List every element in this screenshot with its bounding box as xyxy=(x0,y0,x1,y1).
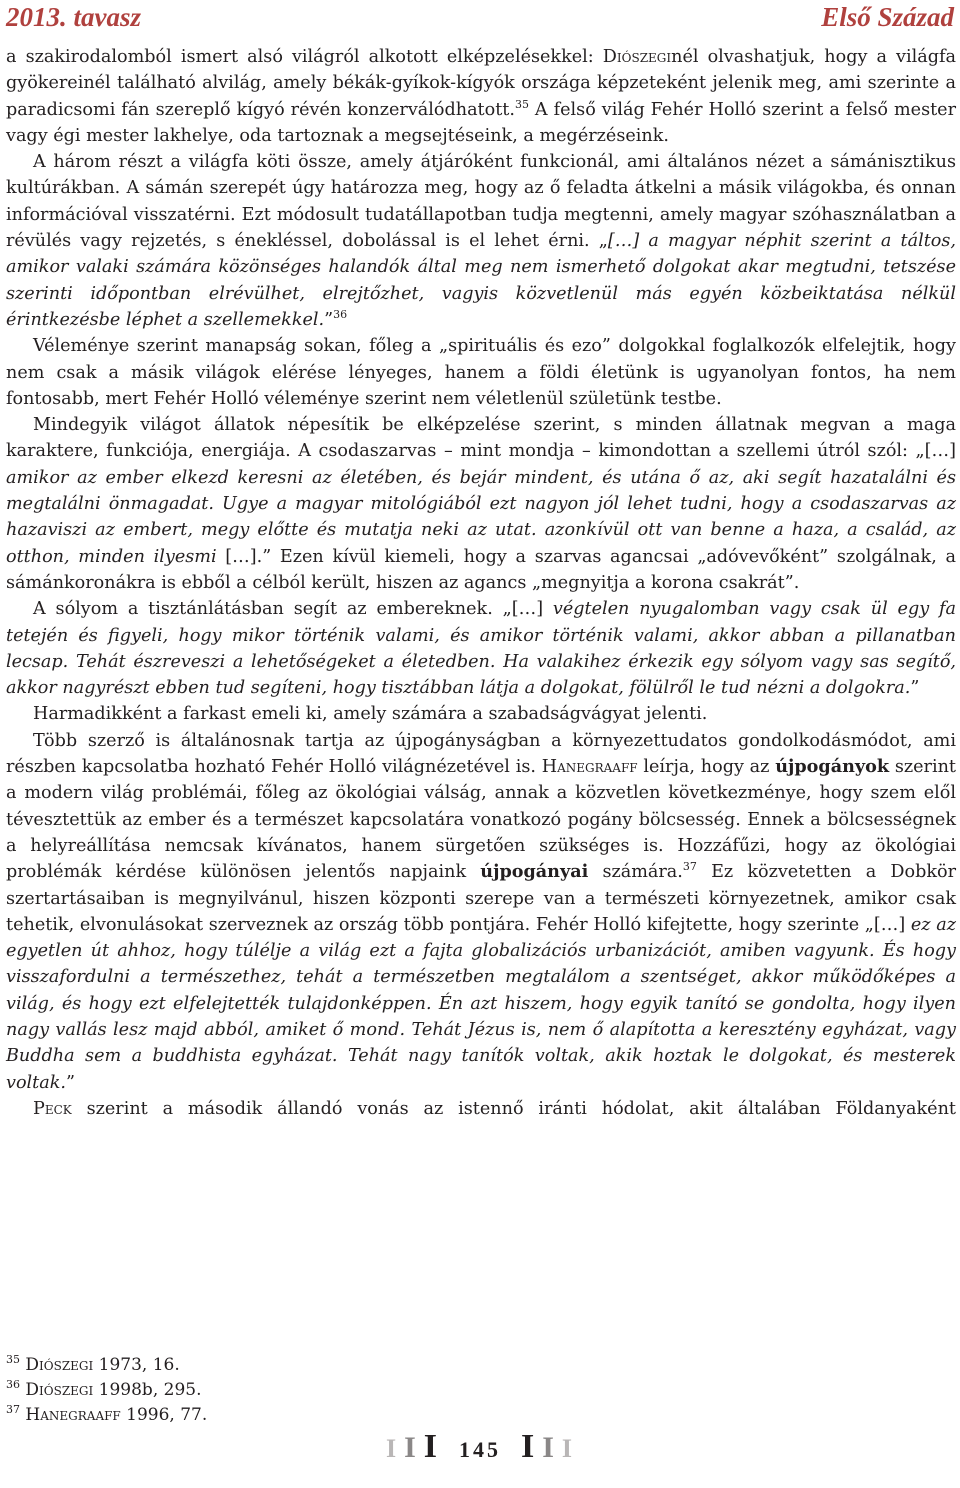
header-issue: 2013. tavasz xyxy=(6,2,141,32)
footnote-number: 36 xyxy=(6,1378,20,1391)
footnote-ref: 35 xyxy=(514,97,529,111)
body-text xyxy=(6,44,956,1122)
text-run: Mindegyik világot állatok népesítik be elképzelése szerint, s minden állatnak megvan a maga karaktere, funkciója, energiája. A csodaszarvas – mint mondja – kimondottan a szellemi útról szól: „[…] xyxy=(6,415,956,462)
text-run: ” xyxy=(324,309,334,330)
footnote xyxy=(6,1378,606,1403)
folio-bar: I xyxy=(521,1428,537,1465)
paragraph xyxy=(6,1096,956,1122)
footnote-author: Hanegraaff xyxy=(25,1405,121,1425)
folio-ornament-left xyxy=(385,1428,445,1465)
italic-quote: végtelen nyugalomban vagy csak ül egy fa tetején és figyeli, hogy mikor történik valami, és amikor történik valami, akkor abban a pillanatban lecsap. Tehát észreveszi a lehetőségeket a életedben. Ha valakihez érkezik egy sólyom vagy sas segítő, akkor nagyrészt ebben tud segíteni, hogy tisztábban látja a dolgokat, fölülről le tud nézni a dolgokra. xyxy=(6,599,956,699)
author-name: Peck xyxy=(33,1098,72,1119)
bold-term: újpogányai xyxy=(480,861,589,883)
footnote-number: 37 xyxy=(6,1403,20,1416)
italic-quote: ez az egyetlen út ahhoz, hogy túlélje a világ ezt a fajta globalizációs urbanizációt, amiben vagyunk. És hogy visszafordulni a természethez, tehát a természetben megtalálom a szentséget, akkor működőképes a világ, és hogy ezt elfelejtették tulajdonképpen. Én azt hiszem, hogy egyik tanító se gondolta, hogy ilyen nagy vallás lesz majd abból, amiket ő mond. Tehát Jézus is, nem ő alapította a keresztény egyházat, vagy Buddha sem a buddhista egyházat. Tehát nagy tanítók voltak, akik hoztak le dolgokat, és mesterek voltak. xyxy=(6,914,956,1093)
header-journal-title: Első Század xyxy=(821,2,954,32)
text-run: Harmadikként a farkast emeli ki, amely számára a szabadságvágyat jelenti. xyxy=(33,704,708,725)
text-run: ” xyxy=(65,1072,75,1093)
footnotes xyxy=(6,1353,606,1428)
page-folio xyxy=(0,1428,960,1466)
text-run: leírja, hogy az xyxy=(637,757,776,778)
text-run: A sólyom a tisztánlátásban segít az embereknek. „[…] xyxy=(33,599,553,620)
paragraph xyxy=(6,412,956,596)
italic-quote: […] a magyar néphit szerint a táltos, amikor valaki számára közönséges halandók által meg nem ismerhető dolgokat akar megtudni, tetszése szerinti időpontban elrévülhet, elrejtőzhet, vagyis közvetlenül más egyén közbeiktatása nélkül érintkezésbe léphet a szellemekkel. xyxy=(6,231,956,330)
paragraph xyxy=(6,701,956,727)
paragraph xyxy=(6,728,956,1096)
paragraph xyxy=(6,149,956,333)
text-run: nél olvashatjuk, hogy a világfa gyökereinél található alvilág, amely békák-gyíkok-kígyók országa képzeteként jelenik meg, ami szerinte a paradicsomi fán szereplő kígyó révén konzerválódhatott. xyxy=(6,47,956,120)
text-run: A három részt a világfa köti össze, amely átjáróként funkcionál, ami általános nézet a sámánisztikus kultúrákban. A sámán szerepét úgy határozza meg, hogy az ő feladta átkelni a másik világokba, és onnan információval visszatérni. Ezt módosult tudatállapotban tudja megtenni, amely magyar szóhasználatban a révülés vagy rejzetés, s énekléssel, dobolással is el lehet érni. „ xyxy=(6,152,956,252)
text-run: számára. xyxy=(588,862,683,883)
text-run: A felső világ Fehér Holló szerint a felső mester vagy égi mester lakhelye, oda tartoznak a megsejtéseink, a megérzéseink. xyxy=(6,99,956,146)
italic-quote: amikor az ember elkezd keresni az életében, és bejár mindent, és utána ő az, aki segít hazatalálni és megtalálni önmagadat. Ugye a magyar mitológiából ezt nagyon jól lehet tudni, hogy a csodaszarvas az hazaviszi az embert, megy előtte és mutatja neki az utat. azonkívül ott van benne a haza, a család, az otthon, minden ilyesmi xyxy=(6,467,956,567)
text-run: szerint a második állandó vonás az istennő iránti hódolat, akit általában Földanyaként xyxy=(71,1098,956,1119)
folio-bar: I xyxy=(404,1431,418,1464)
paragraph xyxy=(6,44,956,149)
footnote-citation: 1996, 77. xyxy=(120,1405,208,1425)
footnote-author: Diószegi xyxy=(25,1380,94,1400)
folio-bar: I xyxy=(561,1434,575,1463)
footnote-citation: 1998b, 295. xyxy=(93,1380,202,1400)
folio-bar: I xyxy=(423,1428,439,1465)
text-run: a szakirodalomból ismert alsó világról alkotott elképzelésekkel: xyxy=(6,47,603,67)
footnote-citation: 1973, 16. xyxy=(93,1355,180,1375)
text-run: Véleménye szerint manapság sokan, főleg a „spirituális és ezo” dolgokkal foglalkozók elfelejtik, hogy nem csak a másik világok elérése lényeges, hanem a földi életünk is ugyanolyan fontos, ha nem fontosabb, mert Fehér Holló véleménye szerint nem véletlenül születünk testbe. xyxy=(6,336,956,409)
text-run: […].” Ezen kívül kiemeli, hogy a szarvas agancsai „adóvevőként” szolgálnak, a sámánkoronákra is ebből a célból került, hiszen az agancs „megnyitja a korona csakrát”. xyxy=(6,546,956,593)
footnote xyxy=(6,1403,606,1428)
folio-bar: I xyxy=(385,1434,399,1463)
footnote-author: Diószegi xyxy=(25,1355,94,1375)
text-run: Több szerző is általánosnak tartja az újpogányságban a környezettudatos gondolkodásmódot, ami részben kapcsolatba hozható Fehér Holló világnézetével is. xyxy=(6,730,956,778)
footnote-number: 35 xyxy=(6,1353,20,1366)
author-name: Diószegi xyxy=(602,47,672,67)
text-run: szerint a modern világ problémái, főleg az ökológiai válság, annak a közvetlen következménye, hogy szem elől tévesztettük az ember és a természet kapcsolatára vonatkozó pogány bölcsesség. Ennek a bölcsességnek a helyreállítása nemcsak kívánatos, hanem sürgetően szükséges is. Hozzáfűzi, hogy az ökológiai problémák kérdése különösen jelentős napjaink xyxy=(6,757,956,883)
running-header xyxy=(6,2,954,38)
author-name: Hanegraaff xyxy=(541,757,638,778)
footnote-ref: 37 xyxy=(682,860,697,874)
paragraph xyxy=(6,333,956,412)
footnote xyxy=(6,1353,606,1378)
text-run: ” xyxy=(910,678,920,699)
folio-ornament-right xyxy=(521,1428,575,1465)
footnote-ref: 36 xyxy=(333,307,348,321)
page-number: 145 xyxy=(459,1437,501,1462)
folio-bar: I xyxy=(542,1431,556,1464)
bold-term: újpogányok xyxy=(775,756,890,778)
paragraph xyxy=(6,596,956,701)
text-run: Ez közvetetten a Dobkör szertartásaiban is megnyilvánul, hiszen központi szerepe van a természeti környezetnek, amikor csak tehetik, elvonulásokat szerveznek az ország több pontjára. Fehér Holló kifejtette, hogy szerinte „[…] xyxy=(6,862,957,935)
